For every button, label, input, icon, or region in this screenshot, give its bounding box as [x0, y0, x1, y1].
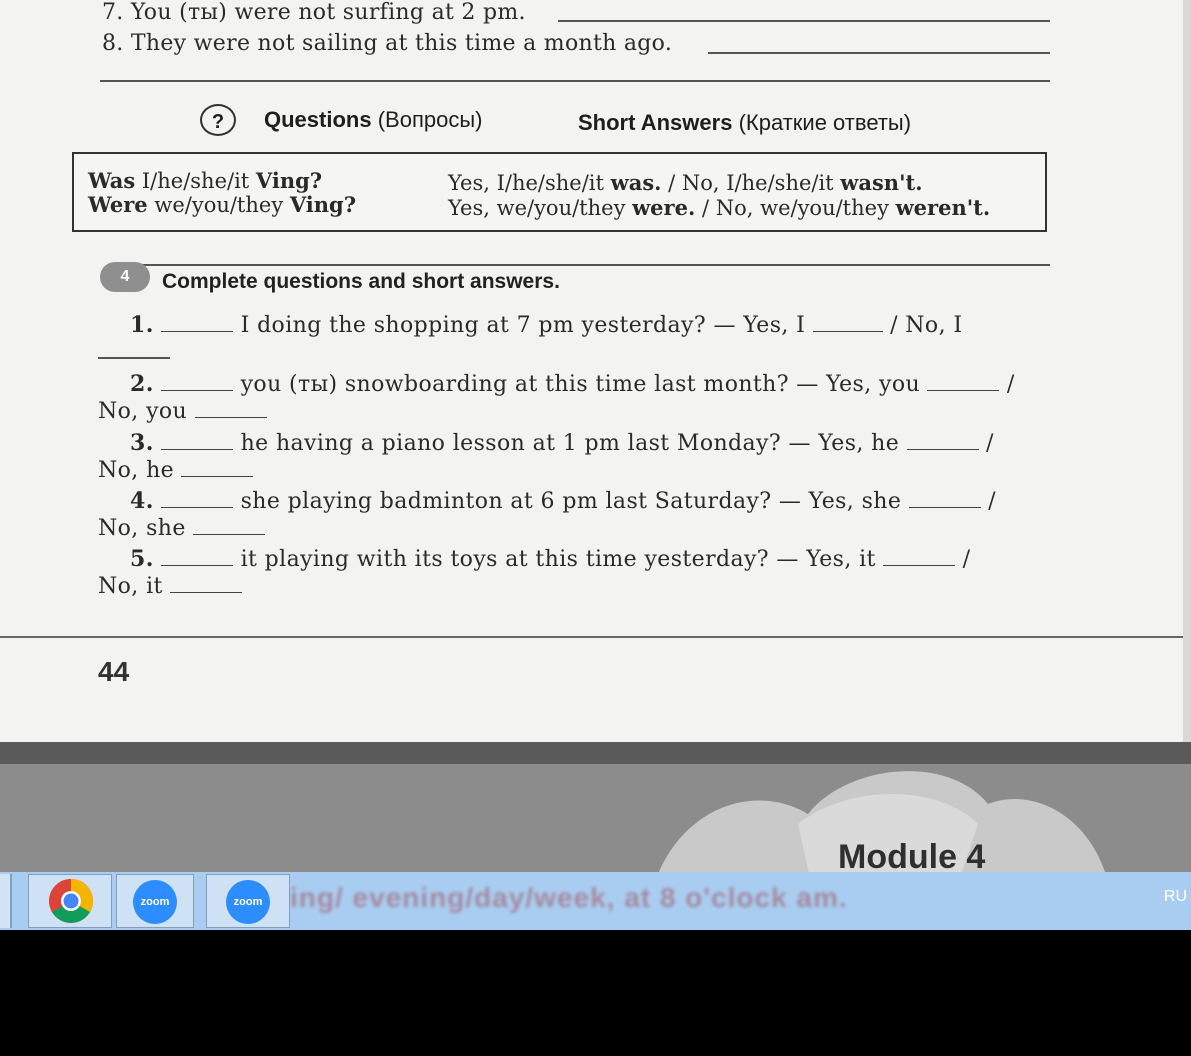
page-footer-rule	[0, 636, 1183, 638]
exercise3-item7	[102, 0, 526, 25]
answer-blank	[193, 516, 265, 535]
item-text: They were not sailing at this time a month ago.	[130, 31, 673, 56]
exercise4-question-2: 2. you (ты) snowboarding at this time last month? — Yes, you /	[130, 371, 1015, 397]
answer-blank	[161, 431, 233, 450]
answer-blank	[170, 574, 242, 593]
answer-line	[558, 20, 1050, 22]
exercise3-item8	[102, 31, 672, 56]
answer-blank	[161, 547, 233, 566]
answer-blank	[927, 372, 999, 391]
short-answers-heading: Short Answers (Краткие ответы)	[578, 110, 912, 135]
grammar-header	[200, 104, 1000, 140]
questions-heading: Questions (Вопросы)	[264, 107, 483, 132]
answer-line	[100, 80, 1050, 82]
chrome-icon	[47, 877, 95, 925]
exercise-number-badge: 4	[100, 262, 150, 292]
item-number: 7.	[102, 0, 124, 25]
taskbar-zoom-button-1[interactable]	[116, 874, 194, 928]
short-answer-singular: Yes, I/he/she/it was. / No, I/he/she/it wasn't.	[448, 170, 923, 195]
page-edge	[1183, 0, 1191, 742]
question-form-singular: Was I/he/she/it Ving?	[88, 168, 323, 193]
section-divider	[140, 264, 1050, 266]
item-number: 8.	[102, 31, 124, 56]
answer-blank	[161, 489, 233, 508]
taskbar-grip[interactable]	[0, 874, 12, 928]
answer-blank	[161, 313, 233, 332]
answer-blank	[195, 399, 267, 418]
answer-blank	[907, 431, 979, 450]
exercise4-question-3-line2: No, he	[98, 458, 253, 483]
exercise4-question-5: 5. it playing with its toys at this time yesterday? — Yes, it /	[130, 546, 971, 572]
grammar-rule-box	[72, 152, 1047, 232]
taskbar-faded-text: ing/ evening/day/week, at 8 o'clock am.	[290, 882, 848, 913]
module-label: Module 4	[838, 838, 986, 872]
answer-blank	[161, 372, 233, 391]
taskbar-chrome-button[interactable]	[28, 874, 112, 928]
zoom-icon: zoom	[133, 880, 177, 924]
page-number: 44	[98, 656, 130, 687]
next-page-background	[0, 742, 1191, 872]
answer-blank	[98, 357, 170, 359]
short-answer-plural: Yes, we/you/they were. / No, we/you/they weren't.	[448, 195, 991, 220]
exercise-instruction: Complete questions and short answers.	[162, 270, 560, 293]
answer-blank	[813, 313, 883, 332]
language-indicator[interactable]: RU	[1163, 888, 1187, 905]
exercise4-question-5-line2: No, it	[98, 574, 242, 599]
taskbar	[0, 872, 1191, 930]
question-mark-icon: ?	[200, 104, 236, 136]
exercise4-question-3: 3. he having a piano lesson at 1 pm last Monday? — Yes, he /	[130, 430, 994, 456]
answer-blank	[181, 458, 253, 477]
taskbar-zoom-button-2[interactable]	[206, 874, 290, 928]
question-form-plural: Were we/you/they Ving?	[88, 192, 357, 217]
answer-blank	[909, 489, 981, 508]
item-text: You (ты) were not surfing at 2 pm.	[130, 0, 526, 25]
exercise4-question-2-line2: No, you	[98, 399, 267, 424]
black-area	[0, 930, 1191, 1056]
answer-blank	[883, 547, 955, 566]
zoom-icon: zoom	[226, 880, 270, 924]
exercise4-question-4-line2: No, she	[98, 516, 265, 541]
exercise4-question-4: 4. she playing badminton at 6 pm last Saturday? — Yes, she /	[130, 488, 996, 514]
exercise4-question-1: 1. I doing the shopping at 7 pm yesterday? — Yes, I / No, I	[130, 312, 963, 338]
answer-line	[708, 52, 1050, 54]
